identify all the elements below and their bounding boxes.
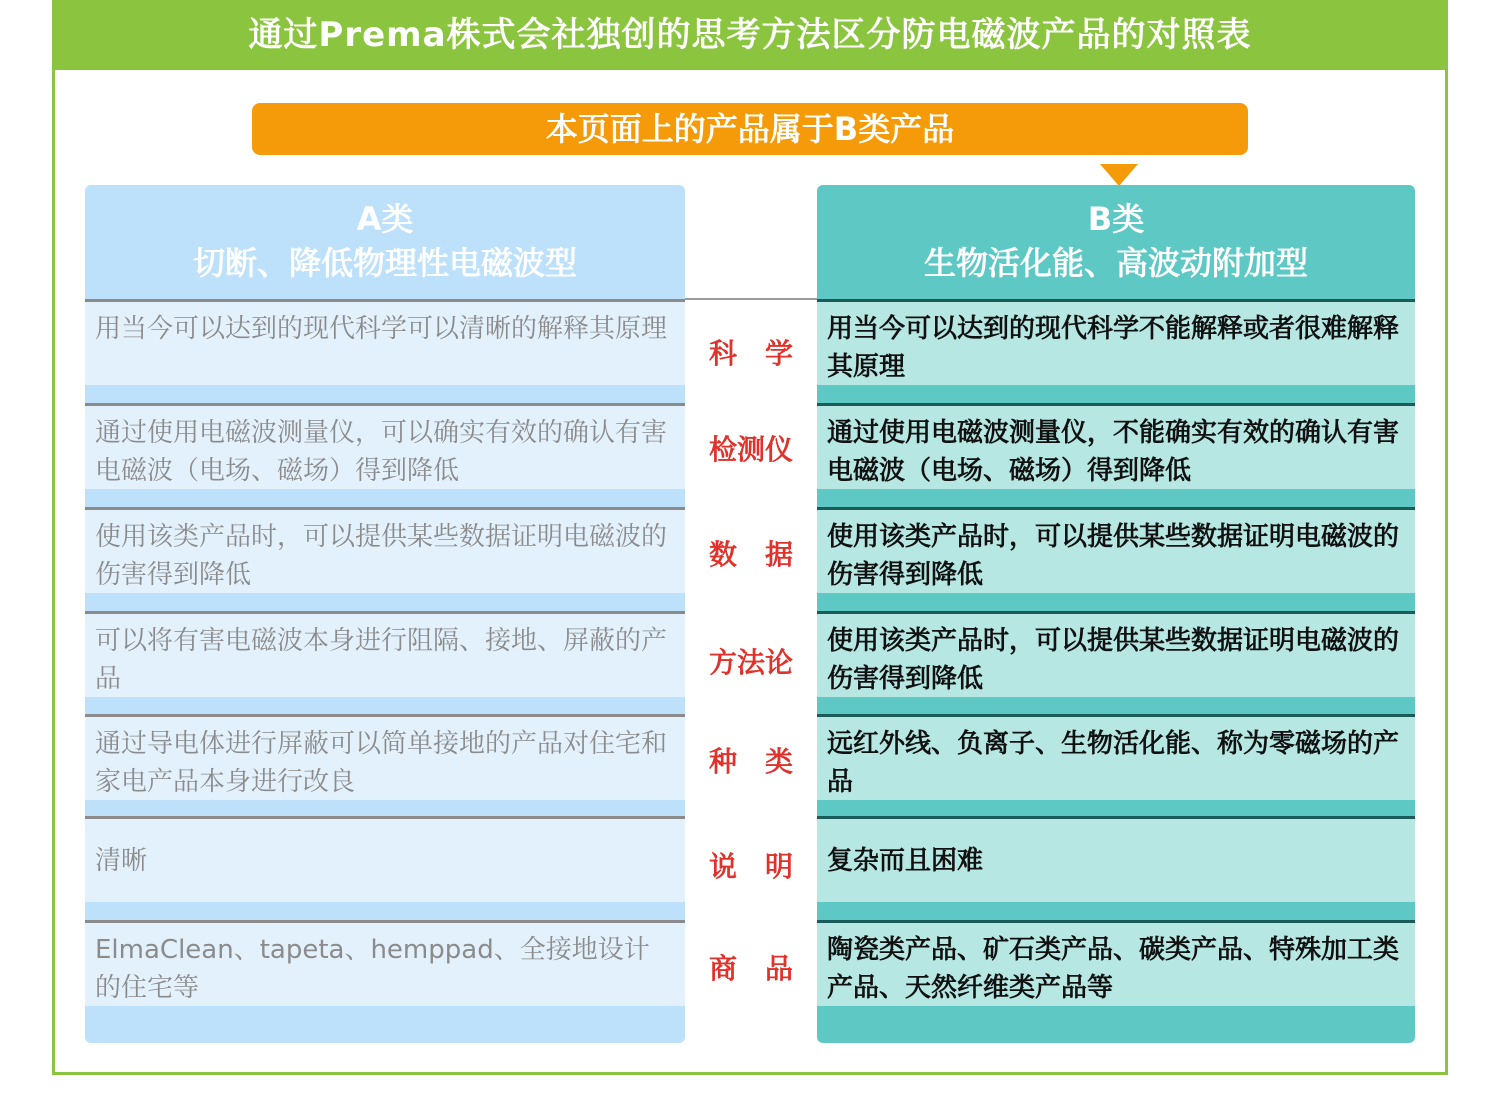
cell-a-method: 可以将有害电磁波本身进行阻隔、接地、屏蔽的产品 — [85, 611, 685, 697]
column-b — [817, 185, 1415, 1043]
row-label-meter: 检测仪 — [708, 433, 793, 466]
cell-a-data: 使用该类产品时，可以提供某些数据证明电磁波的伤害得到降低 — [85, 507, 685, 593]
row-label-type: 种 类 — [708, 745, 793, 778]
category-banner: 本页面上的产品属于B类产品 — [252, 103, 1248, 155]
cell-a-science: 用当今可以达到的现代科学可以清晰的解释其原理 — [85, 299, 685, 385]
row-divider — [685, 298, 817, 300]
page-title: 通过Prema株式会社独创的思考方法区分防电磁波产品的对照表 — [52, 0, 1448, 70]
cell-b-type: 远红外线、负离子、生物活化能、称为零磁场的产品 — [817, 714, 1415, 800]
column-b-title: B类 — [1087, 200, 1145, 238]
cell-a-products: ElmaClean、tapeta、hemppad、全接地设计的住宅等 — [85, 920, 685, 1006]
row-label-data: 数 据 — [708, 538, 793, 571]
cell-b-data: 使用该类产品时，可以提供某些数据证明电磁波的伤害得到降低 — [817, 507, 1415, 593]
row-label-products: 商 品 — [708, 952, 793, 985]
cell-b-meter: 通过使用电磁波测量仪，不能确实有效的确认有害电磁波（电场、磁场）得到降低 — [817, 403, 1415, 489]
pointer-arrow-icon — [1100, 164, 1138, 186]
row-label-method: 方法论 — [708, 646, 793, 679]
cell-b-method: 使用该类产品时，可以提供某些数据证明电磁波的伤害得到降低 — [817, 611, 1415, 697]
row-label-explain: 说 明 — [708, 850, 793, 883]
cell-b-science: 用当今可以达到的现代科学不能解释或者很难解释其原理 — [817, 299, 1415, 385]
cell-b-products: 陶瓷类产品、矿石类产品、碳类产品、特殊加工类产品、天然纤维类产品等 — [817, 920, 1415, 1006]
cell-a-meter: 通过使用电磁波测量仪，可以确实有效的确认有害电磁波（电场、磁场）得到降低 — [85, 403, 685, 489]
cell-b-explain: 复杂而且困难 — [817, 816, 1415, 902]
column-a — [85, 185, 685, 1043]
column-a-header — [85, 185, 685, 299]
row-label-science: 科 学 — [708, 337, 793, 370]
column-a-subtitle: 切断、降低物理性电磁波型 — [192, 244, 577, 282]
cell-a-type: 通过导电体进行屏蔽可以简单接地的产品对住宅和家电产品本身进行改良 — [85, 714, 685, 800]
column-b-header — [817, 185, 1415, 299]
column-b-subtitle: 生物活化能、高波动附加型 — [923, 244, 1308, 282]
column-a-title: A类 — [356, 200, 414, 238]
cell-a-explain: 清晰 — [85, 816, 685, 902]
